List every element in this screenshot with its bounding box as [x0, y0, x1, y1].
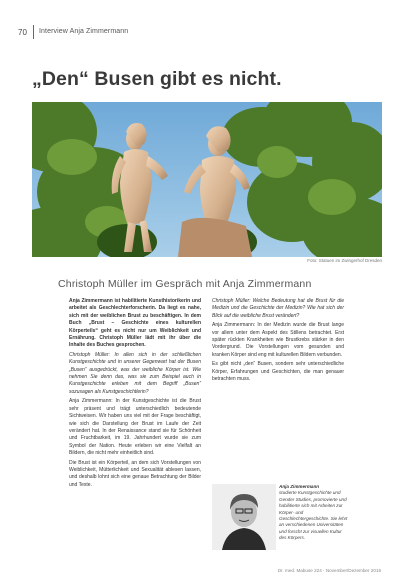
article-subtitle: Christoph Müller im Gespräch mit Anja Zimmermann — [58, 278, 312, 290]
header-divider — [33, 25, 34, 39]
answer-paragraph: Anja Zimmermann: In der Kunstgeschichte ist die Brust sehr präsent und trägt unterschiedlich bedeutende Sichtweisen. Wir haben uns viel mit der Frage beschäftigt, wie sich die Darstellung der Brust im Laufe der Zeit verändert hat. In der Renaissance stand sie für Schönheit und Fruchtbarkeit, im 19. Jahrhundert wurde sie zum Symbol der Nation. Heute erleben wir eine Vielfalt an Bildern, die nicht mehr einheitlich sind. — [69, 398, 201, 457]
article-title: „Den“ Busen gibt es nicht. — [32, 68, 282, 90]
running-head: Interview Anja Zimmermann — [39, 28, 129, 35]
intro-paragraph: Anja Zimmermann ist habilitierte Kunsthistorikerin und arbeitet als Geschlechterforscherin. Da liegt es nahe, sich mit der weiblichen Brust zu beschäftigen. In dem Buch „Brust – Geschichte eines kulturellen Körperteils“ geht es nicht nur um Weiblichkeit und Ernährung. Christoph Müller lädt mit ihr über die Inhalte des Buches gesprochen. — [69, 298, 201, 349]
question-paragraph: Christoph Müller: Welche Bedeutung hat die Brust für die Medizin und die Geschichte der Medizin? Wie hat sich der Blick auf die weibliche Brust verändert? — [212, 298, 344, 319]
portrait-photo — [212, 484, 276, 550]
page-number: 70 — [18, 28, 27, 37]
statues-photo — [32, 102, 382, 257]
photo-credit: Foto: Statuen im Zwingerhof Dresden — [307, 258, 382, 263]
answer-paragraph: Die Brust ist ein Körperteil, an dem sich Vorstellungen von Weiblichkeit, Mütterlichkeit und Sexualität ablesen lassen, und deshalb lohnt sich eine genaue Betrachtung der Bilder und Texte. — [69, 459, 201, 488]
footer-text: Dr. med. Mabuse 224 · November/Dezember 2016 — [277, 568, 381, 573]
bio-name: Anja Zimmermann — [279, 484, 320, 489]
bio-text: studierte Kunstgeschichte und Gender Studies, promovierte und habilitierte sich mit Arbeiten zur Körper- und Geschlechtergeschichte. Sie lehrt an verschiedenen Universitäten und forscht zur visuellen Kultur des Körpers. — [279, 490, 348, 541]
answer-paragraph: Anja Zimmermann: In der Medizin wurde die Brust lange vor allem unter dem Aspekt des Stillens betrachtet. Erst später rückten Krankheiten wie Brustkrebs stärker in den Vordergrund. Die Vorstellungen vom gesunden und kranken Körper sind eng mit kulturellen Bildern verbunden. — [212, 322, 344, 358]
author-bio — [279, 484, 349, 542]
body-column-left — [69, 298, 201, 491]
body-column-right — [212, 298, 344, 385]
question-paragraph: Christoph Müller: In allen sich in der schließlichen Kunstgeschichte und in unserer Gegenwart hat der Busen „Busen“ ausgedrückt, was der weibliche Körper ist. Wie nehmen Sie denn das, was sie zum Beispiel auch in Kunstgeschichte erleben mit dem Begriff „Busen“ sozusagen als Kunstgeschichtlerin? — [69, 351, 201, 395]
answer-paragraph: Es gibt nicht „den“ Busen, sondern sehr unterschiedliche Körper, Erfahrungen und Geschichten, die man genauer betrachten muss. — [212, 361, 344, 383]
